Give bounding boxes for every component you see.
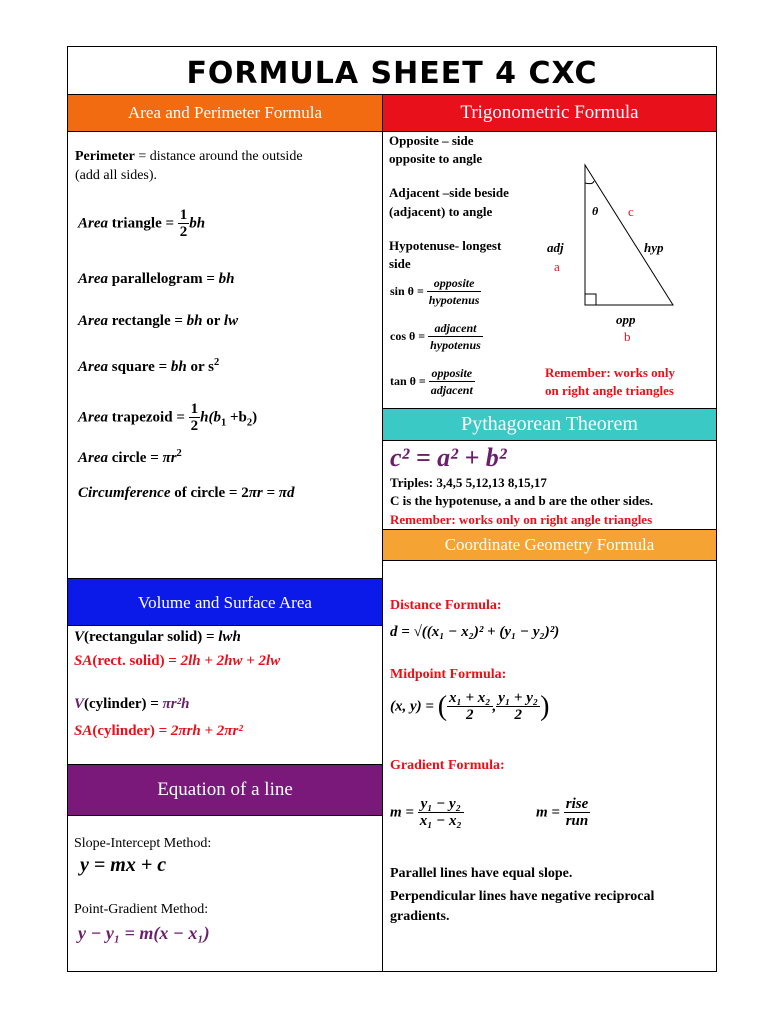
area-parallelogram: Area parallelogram = bh	[78, 271, 235, 287]
equation-line-header: Equation of a line	[68, 764, 382, 816]
coordinate-geometry-header: Coordinate Geometry Formula	[383, 529, 716, 561]
sa-rect-solid: SA(rect. solid) = 2lh + 2hw + 2lw	[74, 653, 281, 669]
tangent-formula: tan θ = $\frac{\text{opposite}}{\text{adjacent}}$	[390, 366, 473, 397]
trig-header: Trigonometric Formula	[383, 94, 716, 132]
triangle-theta-label: θ	[592, 204, 599, 218]
opposite-def: Opposite – side opposite to angle	[389, 133, 483, 166]
sa-cylinder: SA(cylinder) = 2πrh + 2πr²	[74, 723, 243, 739]
volume-cylinder: V(cylinder) = πr²h	[74, 696, 190, 712]
triangle-b-label: b	[624, 329, 631, 344]
parallel-lines-note: Parallel lines have equal slope.	[390, 866, 573, 881]
distance-formula: d = √((x₁ − x₂)² + (y₁ − y₂)²)	[390, 624, 560, 640]
triangle-opp-label: opp	[616, 312, 636, 327]
area-circle: Area circle = $\pi r^2$	[78, 448, 182, 466]
triangle-adj-label: adj	[547, 240, 564, 255]
right-triangle-diagram	[533, 159, 693, 309]
sine-formula: sin θ = $\frac{\text{opposite}}{\text{hypotenus}}$	[390, 276, 480, 307]
perimeter-definition-2: (add all sides).	[75, 168, 158, 183]
pythagorean-remember: Remember: works only on right angle triangles	[390, 512, 653, 527]
point-gradient-label: Point-Gradient Method:	[74, 902, 209, 917]
area-square: Area square = bh or $s^2$	[78, 357, 220, 375]
trig-remember: Remember: works only on right angle triangles	[545, 365, 675, 398]
pythagorean-formula: c² = a² + b²	[390, 443, 507, 472]
triangle-c-label: c	[628, 204, 634, 219]
slope-intercept-label: Slope-Intercept Method:	[74, 836, 212, 851]
perimeter-definition: Perimeter = distance around the outside	[75, 149, 303, 164]
pythagorean-triples: Triples: 3,4,5 5,12,13 8,15,17	[390, 475, 547, 490]
gradient-formula: m = $\frac{\text{y₁ − y₂}}{\text{x₁ − x₂}}$	[390, 796, 462, 829]
cosine-formula: cos θ = $\frac{\text{adjacent}}{\text{hypotenus}}$	[390, 321, 481, 352]
midpoint-formula: (x, y) = ( $\frac{\text{x₁ + x₂}}{2}$ , $\frac{\text{y₁ + y₂}}{2}$ )	[390, 690, 550, 723]
circumference-formula: Circumference of circle = 2πr = πd	[78, 485, 295, 501]
midpoint-label: Midpoint Formula:	[390, 667, 507, 682]
area-trapezoid: Area trapezoid = $\frac{1}{2}$ $h(b_1 +b_2)$	[78, 401, 258, 434]
area-perimeter-header: Area and Perimeter Formula	[68, 94, 382, 132]
pythagorean-note: C is the hypotenuse, a and b are the other sides.	[390, 493, 654, 508]
rise-over-run-formula: m = $\frac{\text{rise}}{\text{run}}$	[536, 796, 589, 829]
formula-sheet	[67, 46, 717, 972]
area-rectangle: Area rectangle = bh or lw	[78, 313, 239, 329]
slope-intercept-formula: y = mx + c	[80, 854, 167, 876]
sheet-title: FORMULA SHEET 4 CXC	[68, 47, 716, 95]
volume-rect-solid: V(rectangular solid) = lwh	[74, 629, 241, 645]
volume-surface-header: Volume and Surface Area	[68, 578, 382, 626]
distance-label: Distance Formula:	[390, 598, 502, 613]
gradient-label: Gradient Formula:	[390, 758, 505, 773]
adjacent-def: Adjacent –side beside (adjacent) to angle	[389, 185, 509, 219]
point-gradient-formula: y − y₁ = m(x − x₁)	[78, 923, 210, 943]
perpendicular-lines-note: Perpendicular lines have negative reciprocal gradients.	[390, 889, 655, 924]
area-triangle: Area triangle = $\frac{1}{2}$ bh	[78, 207, 206, 240]
triangle-a-label: a	[554, 259, 560, 274]
triangle-hyp-label: hyp	[644, 240, 664, 255]
pythagorean-header: Pythagorean Theorem	[383, 408, 716, 441]
hypotenuse-def: Hypotenuse- longest side	[389, 238, 502, 271]
